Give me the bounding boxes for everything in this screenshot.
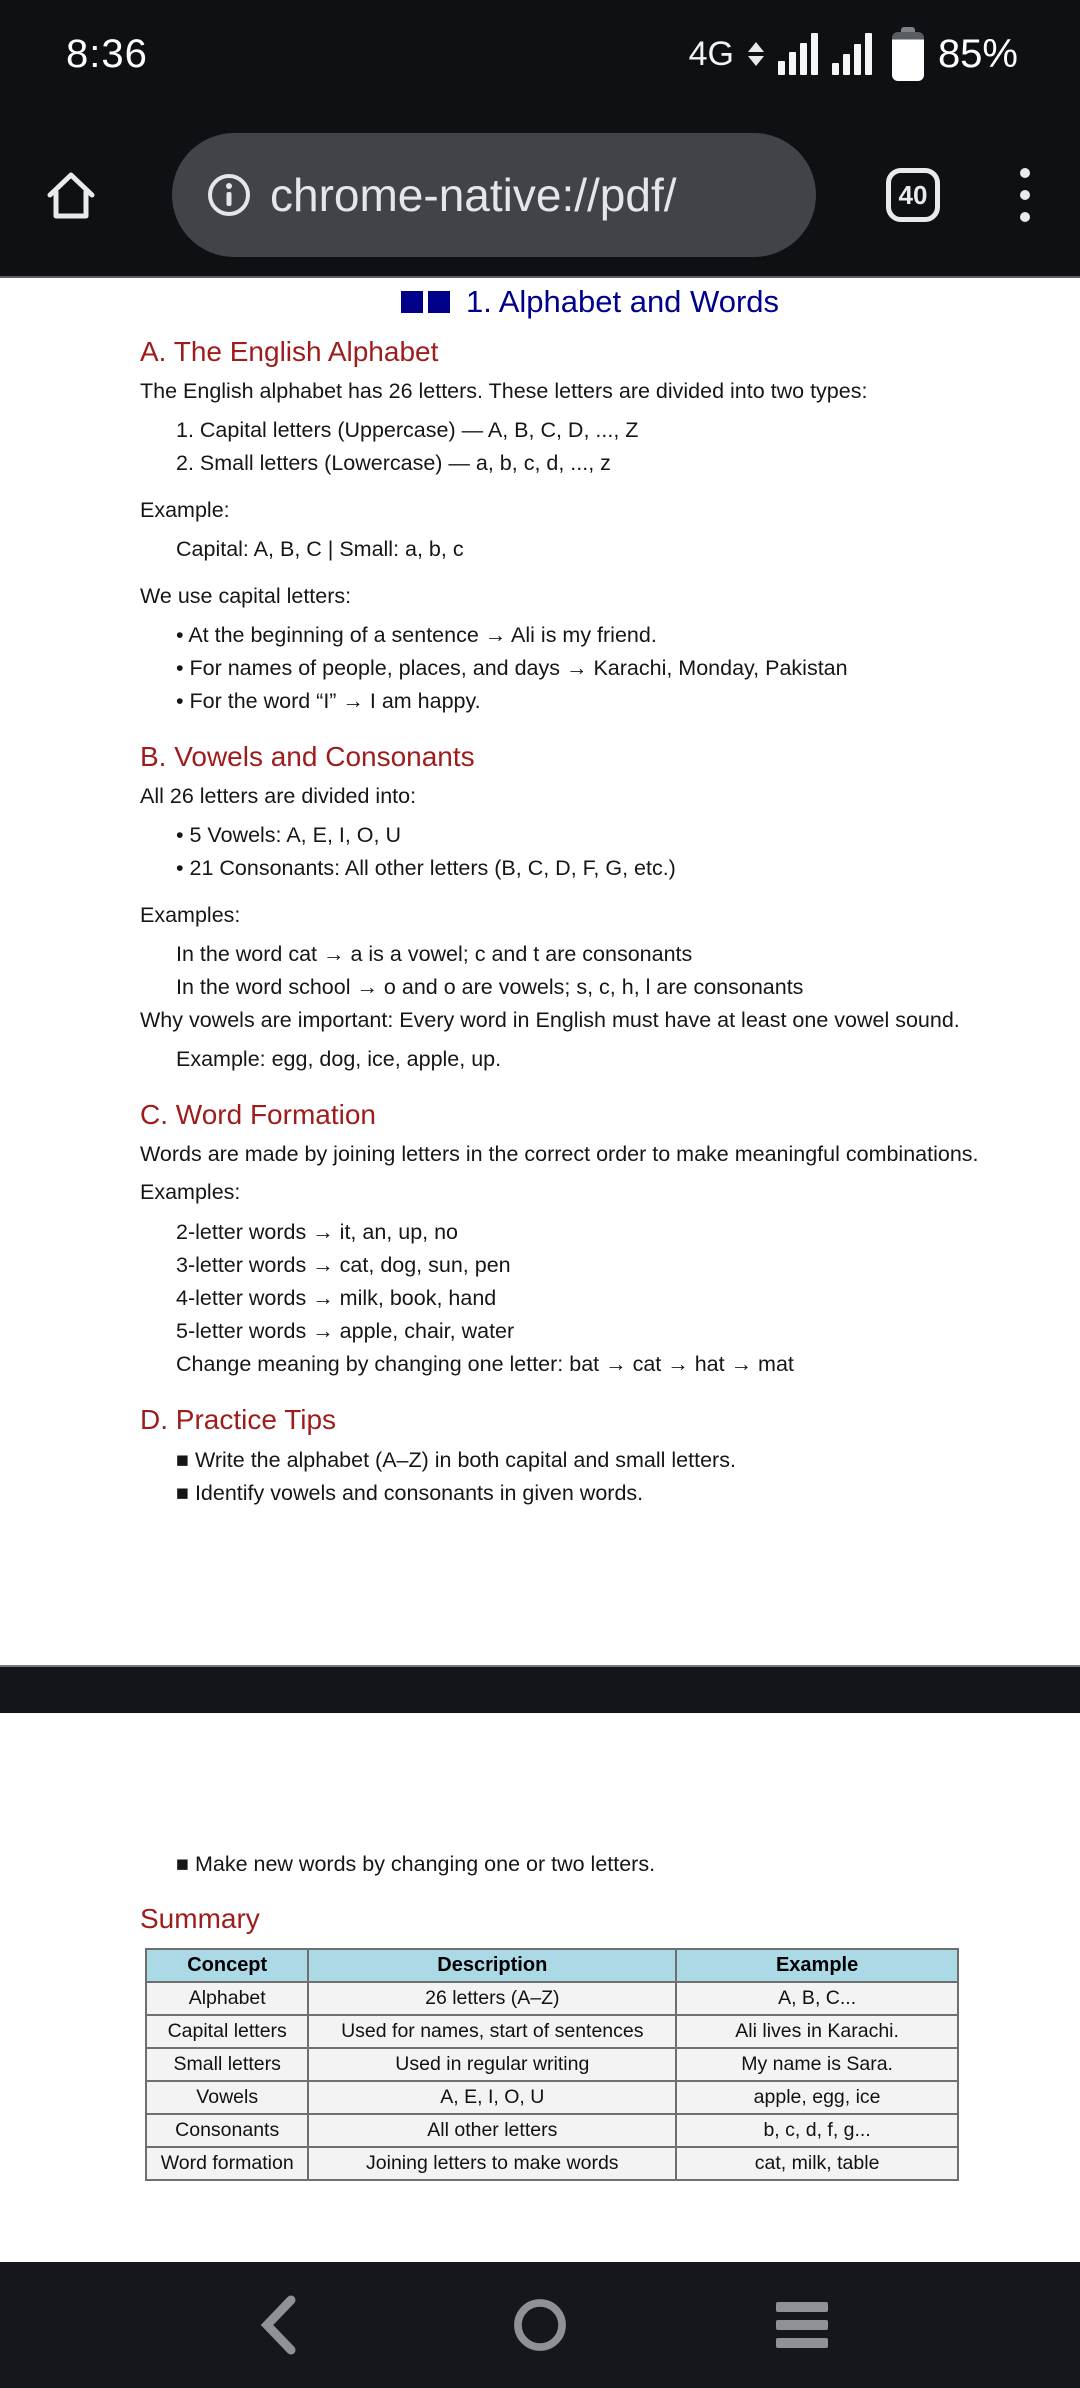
example-line: Example: egg, dog, ice, apple, up.	[176, 1047, 502, 1071]
doc-title-text: 1. Alphabet and Words	[465, 284, 780, 319]
table-cell: A, E, I, O, U	[308, 2081, 676, 2114]
summary-table	[145, 1948, 959, 2181]
doc-title	[140, 284, 1040, 320]
table-cell: Capital letters	[146, 2015, 308, 2048]
list-item: 1. Capital letters (Uppercase) — A, B, C, D, ..., Z	[176, 418, 639, 442]
tip-item: ■ Write the alphabet (A–Z) in both capital and small letters.	[176, 1448, 736, 1472]
page-separator	[0, 1665, 1080, 1713]
section-a-intro: The English alphabet has 26 letters. These letters are divided into two types:	[140, 379, 868, 403]
example-line: Capital: A, B, C | Small: a, b, c	[176, 537, 464, 561]
bullet-list	[140, 819, 1040, 885]
table-cell: Word formation	[146, 2147, 308, 2180]
back-button[interactable]	[250, 2285, 306, 2365]
home-icon	[40, 164, 102, 226]
example-line: 4-letter words → milk, book, hand	[176, 1286, 497, 1310]
section-a-heading: A. The English Alphabet	[140, 336, 439, 367]
table-cell: Alphabet	[146, 1982, 308, 2015]
back-chevron-icon	[255, 2292, 301, 2358]
list-item: 2. Small letters (Lowercase) — a, b, c, d, ..., z	[176, 451, 611, 475]
example-line: In the word cat → a is a vowel; c and t are consonants	[176, 942, 693, 966]
url-bar[interactable]	[172, 133, 816, 257]
table-cell: Used in regular writing	[308, 2048, 676, 2081]
section-d-heading: D. Practice Tips	[140, 1404, 337, 1435]
examples-label: Examples:	[140, 1180, 241, 1204]
table-cell: Small letters	[146, 2048, 308, 2081]
section-b-heading: B. Vowels and Consonants	[140, 741, 475, 772]
example-line: 2-letter words → it, an, up, no	[176, 1220, 459, 1244]
vowel-note: Why vowels are important: Every word in English must have at least one vowel sound.	[140, 1008, 960, 1032]
examples-label: Examples:	[140, 903, 241, 927]
usage-label: We use capital letters:	[140, 584, 352, 608]
list-item: • At the beginning of a sentence → Ali is my friend.	[176, 623, 657, 647]
section-c-intro: Words are made by joining letters in the correct order to make meaningful combinations.	[140, 1142, 979, 1166]
table-cell: Consonants	[146, 2114, 308, 2147]
table-row	[146, 2081, 958, 2114]
list-item: • For names of people, places, and days → Karachi, Monday, Pakistan	[176, 656, 848, 680]
table-header-cell: Description	[308, 1949, 676, 1982]
hamburger-icon	[774, 2292, 830, 2358]
url-text: chrome-native://pdf/	[270, 169, 677, 221]
recents-button[interactable]	[774, 2285, 830, 2365]
table-cell: Ali lives in Karachi.	[676, 2015, 958, 2048]
kebab-dot	[1020, 212, 1030, 222]
table-row	[146, 2015, 958, 2048]
title-bullet-icon	[401, 291, 423, 313]
table-cell: Joining letters to make words	[308, 2147, 676, 2180]
kebab-dot	[1020, 190, 1030, 200]
pdf-page-1	[0, 278, 1080, 1665]
example-list	[140, 1216, 1040, 1381]
tip-list	[140, 1444, 1040, 1510]
example-line: Change meaning by changing one letter: bat → cat → hat → mat	[176, 1352, 794, 1376]
home-nav-button[interactable]	[512, 2285, 568, 2365]
status-bar	[0, 0, 1080, 90]
summary-heading: Summary	[140, 1903, 260, 1934]
table-row	[146, 2048, 958, 2081]
table-cell: Vowels	[146, 2081, 308, 2114]
status-time: 8:36	[66, 31, 148, 76]
example-list	[140, 938, 1040, 1004]
network-type-label: 4G	[688, 34, 734, 73]
section-b-intro: All 26 letters are divided into:	[140, 784, 417, 808]
android-navigation-bar	[0, 2262, 1080, 2388]
table-cell: My name is Sara.	[676, 2048, 958, 2081]
data-activity-icon	[748, 42, 764, 66]
list-item: • 21 Consonants: All other letters (B, C, D, F, G, etc.)	[176, 856, 676, 880]
table-cell: cat, milk, table	[676, 2147, 958, 2180]
home-button[interactable]	[40, 164, 102, 226]
example-line: 3-letter words → cat, dog, sun, pen	[176, 1253, 511, 1277]
table-cell: apple, egg, ice	[676, 2081, 958, 2114]
pdf-viewer[interactable]	[0, 278, 1080, 2262]
table-cell: A, B, C...	[676, 1982, 958, 2015]
section-c-heading: C. Word Formation	[140, 1099, 376, 1130]
status-icons	[689, 27, 1018, 81]
table-cell: Used for names, start of sentences	[308, 2015, 676, 2048]
bullet-list	[140, 619, 1040, 718]
table-row	[146, 2114, 958, 2147]
kebab-dot	[1020, 168, 1030, 178]
table-header-cell: Concept	[146, 1949, 308, 1982]
table-cell: b, c, d, f, g...	[676, 2114, 958, 2147]
page-info-icon	[206, 172, 252, 218]
example-line: 5-letter words → apple, chair, water	[176, 1319, 515, 1343]
list-item: • 5 Vowels: A, E, I, O, U	[176, 823, 402, 847]
browser-toolbar	[0, 90, 1080, 276]
table-header-cell: Example	[676, 1949, 958, 1982]
table-header-row	[146, 1949, 958, 1982]
tab-switcher-button[interactable]	[886, 168, 940, 222]
numbered-list	[140, 414, 1040, 480]
browser-chrome	[0, 0, 1080, 278]
home-circle-icon	[512, 2292, 568, 2358]
signal-bars-icon-sim2	[832, 33, 872, 75]
battery-percent: 85%	[937, 31, 1018, 76]
table-cell: All other letters	[308, 2114, 676, 2147]
table-row	[146, 1982, 958, 2015]
list-item: • For the word “I” → I am happy.	[176, 689, 481, 713]
example-label: Example:	[140, 498, 230, 522]
tip-item: ■ Identify vowels and consonants in given words.	[176, 1481, 644, 1505]
table-row	[146, 2147, 958, 2180]
table-cell: 26 letters (A–Z)	[308, 1982, 676, 2015]
tip-item: ■ Make new words by changing one or two letters.	[176, 1852, 656, 1876]
title-bullet-icon	[428, 291, 450, 313]
signal-bars-icon-sim1	[778, 33, 818, 75]
menu-button[interactable]	[1010, 162, 1040, 228]
example-line: In the word school → o and o are vowels; s, c, h, l are consonants	[176, 975, 804, 999]
tab-count: 40	[898, 179, 928, 210]
battery-icon	[892, 27, 924, 81]
pdf-page-2	[0, 1713, 1080, 2262]
